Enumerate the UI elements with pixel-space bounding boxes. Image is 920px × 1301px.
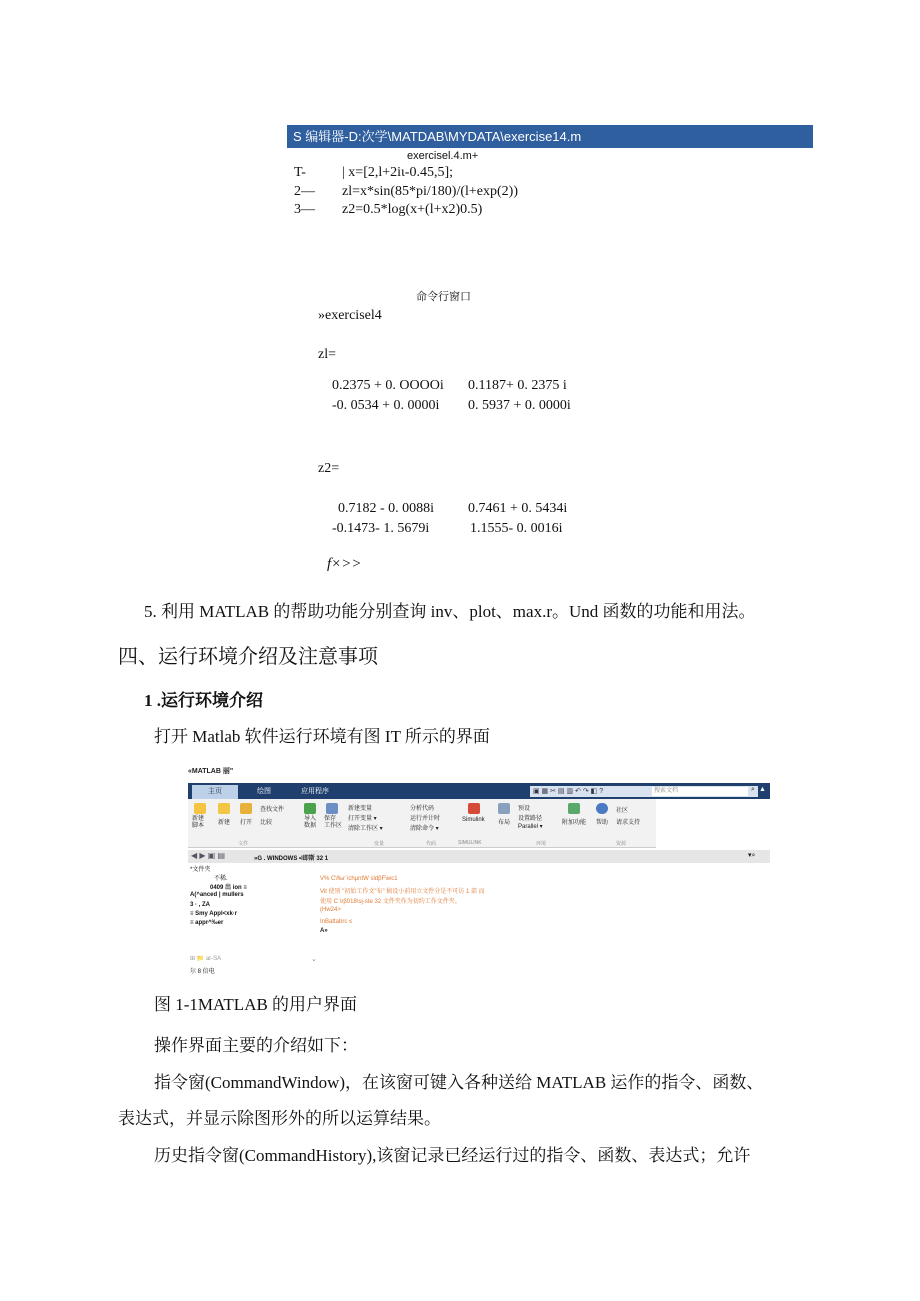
tab-plots[interactable]: 绘图 [257,788,271,795]
folder-list-item[interactable]: 0409 岀 ion ≡ [210,885,247,891]
search-input[interactable]: 搜索文档 [652,787,748,796]
matlab-ui-figure [188,766,770,978]
code-text: zl=x*sin(85*pi/180)/(l+exp(2)) [342,184,518,199]
clear-workspace-button[interactable]: 清除工作区 ▾ [348,826,383,832]
code-line-3 [294,202,594,220]
matlab-toolstrip [188,799,656,848]
run-and-time-button[interactable]: 运行并计时 [410,816,441,822]
tab-apps[interactable]: 应用程序 [301,788,329,795]
addons-button[interactable]: 附加功能 [562,820,587,826]
chevron-down-icon[interactable]: ▾⌕ [748,852,756,859]
layout-button[interactable]: 布局 [498,820,511,826]
community-button[interactable]: 社区 [616,808,629,814]
code-text: z2=0.5*log(x+(l+x2)0.5) [342,202,483,217]
current-folder-path[interactable]: »G . WINDOWS •l即斯 32 1 [254,856,329,862]
line-number: T- [294,165,306,180]
search-area [530,786,758,797]
collapse-icon[interactable]: ▲ [759,786,766,793]
cmd-line: Vit 使别 "初始工作文"布" 稿设小前用立文件分是不可访 1 部 而 [320,889,485,895]
quick-access-icons[interactable]: ▣ ▦ ✂ ▤ ▥ ↶ ↷ ◧ ? [533,788,604,795]
matlab-window-title: «MATLAB 丽" [188,768,234,775]
layout-icon [498,803,510,814]
code-text: | x=[2,l+2iι-0.45,5]; [342,165,454,180]
subsection-1-heading: 1 .运行环境介绍 [144,691,263,710]
import-data-button[interactable]: 导入 数据 [304,816,317,829]
editor-file-tab[interactable]: exercisel.4.m+ [407,150,479,162]
new-script-button[interactable]: 新建 脚本 [192,816,205,829]
folder-list-item[interactable]: ≡ Smy Appl<xk·r [190,911,238,917]
z1-cell: 0. 5937 + 0. 0000i [468,398,571,413]
save-workspace-icon [326,803,338,814]
z2-cell: 0.7182 - 0. 0088i [338,501,435,516]
intro-paragraph: 打开 Matlab 软件运行环境有图 IT 所示的界面 [154,727,490,746]
section-label-variable: 变量 [374,841,385,847]
z1-label: zl= [318,347,336,362]
cmd-prompt[interactable]: A» [320,928,328,934]
current-folder-panel [188,864,317,978]
folder-list-item[interactable]: 不稀. [214,876,228,882]
fx-prompt[interactable]: f×>> [327,556,362,572]
cmd-line: V% C\‰r \chμntW sldβF\wc1 [320,876,398,882]
folder-list-item[interactable]: ≡ appr^‰er [190,920,224,926]
z2-label: z2= [318,461,340,476]
section-label-simulink: SIMULINK [458,840,482,846]
z1-cell: -0. 0534 + 0. 0000i [332,398,440,413]
line-number: 3— [294,202,315,217]
paragraph-command-window: 指令窗(CommandWindow)，在该窗可键入各种送给 MATLAB 运作的指令、函数、 [154,1073,764,1092]
simulink-button[interactable]: Simulink [462,817,485,823]
code-line-2 [294,184,594,202]
find-files-button[interactable]: 查找文件 [260,807,285,813]
new-script-icon [194,803,206,814]
details-panel-label: 尔 8 倍电 [190,969,215,975]
z1-cell: 0.1187+ 0. 2375 i [468,378,567,393]
matlab-tab-bar [188,783,770,799]
cmd-line: (Hw24> [320,907,341,913]
z2-cell: -0.1473- 1. 5679i [332,521,430,536]
section-label-file: 文件 [238,841,249,847]
section-4-heading: 四、运行环境介绍及注意事项 [118,646,378,668]
new-variable-button[interactable]: 新建变量 [348,806,373,812]
import-icon [304,803,316,814]
command-prompt-line: »exercisel4 [318,308,382,323]
analyze-code-button[interactable]: 分析代码 [410,806,435,812]
preferences-button[interactable]: 预设 [518,806,531,812]
open-button[interactable]: 打开 [240,820,253,826]
address-bar [188,850,770,863]
folder-panel-title: *文件夹 [190,867,211,873]
parallel-button[interactable]: Parallel ▾ [518,824,543,830]
paragraph-command-window-cont: 表达式，并显示除图形外的所以运算结果。 [118,1109,441,1128]
line-number: 2— [294,184,315,199]
tab-home[interactable]: 主页 [192,785,238,799]
compare-button[interactable]: 比较 [260,820,273,826]
command-window-title: 命令行窗口 [416,291,471,303]
request-support-button[interactable]: 请求支持 [616,820,641,826]
nav-arrows-icon[interactable]: ◀ ▶ ▣ ▤ [191,851,226,860]
save-workspace-button[interactable]: 保存 工作区 [324,816,343,829]
figure-caption: 图 1-1MATLAB 的用户界面 [154,995,358,1014]
z2-cell: 0.7461 + 0. 5434i [468,501,568,516]
section-label-environment: 环境 [536,841,547,847]
section-label-code: 代码 [426,841,437,847]
folder-list-item[interactable]: A(^anced | mullers [190,892,244,898]
paragraph-command-history: 历史指令窗(CommandHistory),该窗记录已经运行过的指令、函数、表达式；允许 [154,1146,751,1165]
expand-icon[interactable]: ⌄ [311,956,317,963]
cmd-line: 使用 C \rβ018\sj-ste 32 文件夹作为初约工作文件夹。 [320,899,461,905]
new-icon [218,803,230,814]
paragraph-intro: 操作界面主要的介绍如下： [154,1036,358,1055]
z1-cell: 0.2375 + 0. OOOOi [332,378,444,393]
item-5-text: 5. 利用 MATLAB 的帮助功能分别查询 inv、plot、max.r。Und 函数的功能和用法。 [144,602,756,621]
new-button[interactable]: 新建 [218,820,231,826]
editor-title-bar: S 编辑器-D:次学\MATDAB\MYDATA\exercise14.m [287,125,813,148]
section-label-resources: 资源 [616,841,627,847]
clear-commands-button[interactable]: 清除命令 ▾ [410,826,439,832]
cmd-line: InBattabrc ≤ [320,919,353,925]
z2-cell: 1.1555- 0. 0016i [470,521,563,536]
folder-icon [240,803,252,814]
search-icon[interactable]: ⌕ [751,786,755,793]
folder-list-item[interactable]: 3 · , ZA [190,902,211,908]
addons-icon [568,803,580,814]
set-path-button[interactable]: 设置路径 [518,816,543,822]
help-icon [596,803,608,814]
help-button[interactable]: 帮助 [596,820,609,826]
folder-list-item[interactable]: ⊞ 📁 ar-SA [190,956,222,962]
simulink-icon [468,803,480,814]
open-variable-button[interactable]: 打开变量 ▾ [348,816,377,822]
code-line-1 [294,165,594,183]
